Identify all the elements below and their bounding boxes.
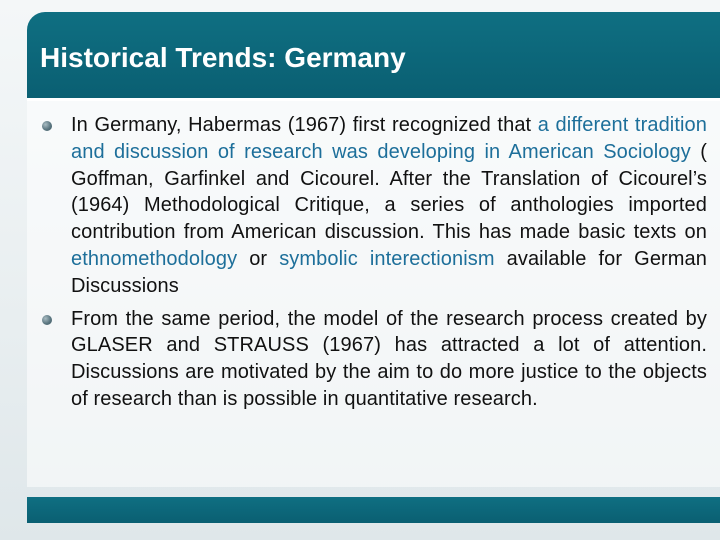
bullet-1-text-b: ( Goffman, Garfinkel and Cicourel. After the Translation of Cicourel’s (1964) Methodological Critique, a series of anthologies imported contribution from American discussion. This has made basic texts on — [71, 140, 707, 244]
bullet-1-text-d: available for German Discussions — [71, 247, 708, 297]
bullet-2-text: From the same period, the model of the research process created by GLASER and STRAUSS (1967) has attracted a lot of attention. Discussions are motivated by the aim to do more justice to the objects of research than is possible in quantitative research. — [71, 307, 707, 410]
bullet-dot-icon — [42, 315, 52, 325]
bullet-item-1 — [71, 112, 707, 300]
bullet-1-highlight-ethnomethodology: ethnomethodology — [71, 247, 238, 270]
bullet-dot-icon — [42, 121, 52, 131]
bullet-1-highlight-symbolic-interectionism: symbolic interectionism — [279, 247, 495, 270]
bullet-item-2 — [71, 306, 707, 413]
slide-title: Historical Trends: Germany — [40, 42, 406, 73]
bullet-list — [71, 112, 707, 413]
bullet-1-text-a: In Germany, Habermas (1967) first recognized that — [71, 114, 538, 136]
bullet-1-highlight-american-sociology: a different tradition and discussion of research was developing in American Sociology — [71, 114, 707, 163]
footer-band — [27, 497, 720, 523]
bullet-1-text-c: or — [237, 247, 280, 270]
